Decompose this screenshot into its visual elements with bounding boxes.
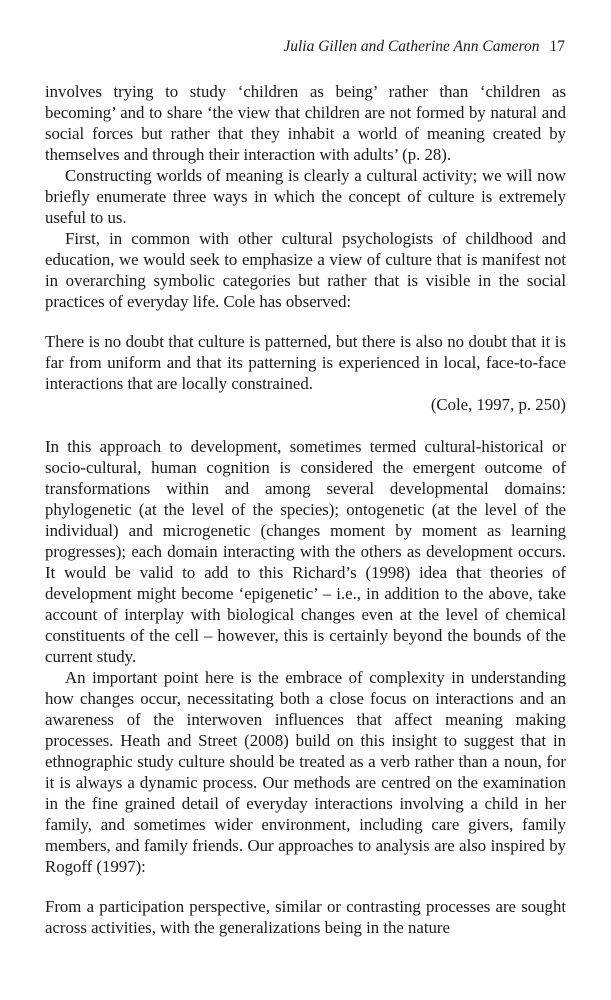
block-quote-rogoff: From a participation perspective, similar or contrasting processes are sought across activities, with the generalizations being in the nature (45, 897, 566, 937)
paragraph-important-point: An important point here is the embrace of complexity in understanding how changes occur, necessitating both a close focus on interactions and an awareness of the interwoven influences that affect meaning making processes. Heath and Street (2008) build on this insight to suggest that in ethnographic study culture should be treated as a verb rather than a noun, for it is always a dynamic process. Our methods are centred on the examination in the fine grained detail of everyday interactions involving a child in her family, and sometimes wider environment, including care givers, family members, and family friends. Our approaches to analysis are also inspired by Rogoff (1997): (45, 668, 566, 876)
paragraph-continuation: involves trying to study ‘children as being’ rather than ‘children as becoming’ and to share ‘the view that children are not formed by natural and social forces but rather that they inhabit a world of meaning created by themselves and through their interaction with adults’ (p. 28). (45, 82, 566, 164)
block-quote-cole: There is no doubt that culture is patterned, but there is also no doubt that it is far from uniform and that its patterning is experienced in local, face-to-face interactions that are locally constrained. (45, 332, 566, 393)
author-names: Julia Gillen and Catherine Ann Cameron (283, 38, 540, 55)
page-number: 17 (549, 38, 565, 55)
paragraph-constructing-worlds: Constructing worlds of meaning is clearly a cultural activity; we will now briefly enumerate three ways in which the concept of culture is extremely useful to us. (45, 166, 566, 227)
paragraph-approach-to-development: In this approach to development, sometimes termed cultural-historical or socio-cultural, human cognition is considered the emergent outcome of transformations within and among several developmental domains: phylogenetic (at the level of the species); ontogenetic (at the level of the individual) and microgenetic (changes moment by moment as learning progresses); each domain interacting with the others as development occurs. It would be valid to add to this Richard’s (1998) idea that theories of development might become ‘epigenetic’ – i.e., in addition to the above, take account of interplay with biological changes even at the level of chemical constituents of the cell – however, this is certainly beyond the bounds of the current study. (45, 437, 566, 666)
running-header (283, 37, 565, 57)
quote-citation-cole: (Cole, 1997, p. 250) (430, 395, 566, 414)
paragraph-first-point: First, in common with other cultural psychologists of childhood and education, we would seek to emphasize a view of culture that is manifest not in overarching symbolic categories but rather that is visible in the social practices of everyday life. Cole has observed: (45, 229, 566, 311)
body-text (45, 81, 566, 938)
